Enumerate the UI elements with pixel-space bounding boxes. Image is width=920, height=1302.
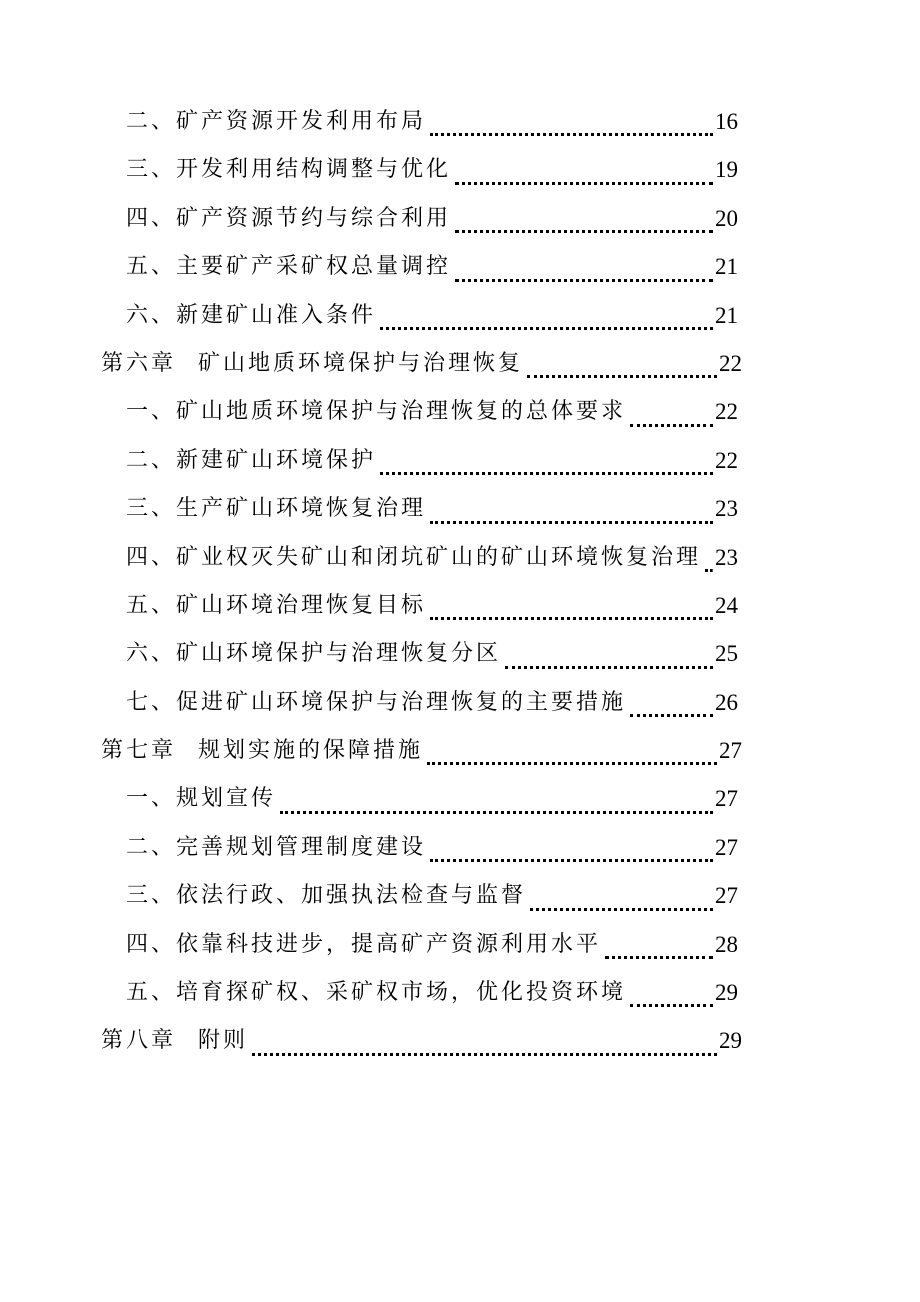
toc-page-number: 27	[715, 834, 738, 860]
toc-dot-leader	[280, 785, 713, 814]
toc-entry-title	[126, 195, 453, 243]
toc-chapter-entry[interactable]	[101, 1017, 742, 1065]
toc-section-entry[interactable]	[126, 243, 738, 291]
toc-entry-title-text: 五、培育探矿权、采矿权市场，优化投资环境	[126, 980, 627, 1006]
toc-entry-title	[126, 243, 453, 291]
toc-section-entry[interactable]	[126, 630, 738, 678]
toc-dot-leader	[530, 882, 713, 911]
toc-chapter-entry[interactable]	[101, 727, 742, 775]
toc-section-entry[interactable]	[126, 146, 738, 194]
toc-dot-leader	[455, 156, 713, 185]
toc-entry-title-text: 七、促进矿山环境保护与治理恢复的主要措施	[126, 689, 627, 715]
toc-entry-title	[101, 727, 425, 775]
toc-dot-leader	[380, 301, 713, 330]
toc-entry-title-text: 三、生产矿山环境恢复治理	[126, 496, 427, 522]
toc-page-number: 27	[715, 883, 738, 909]
toc-entry-title	[126, 146, 453, 194]
toc-entry-title-text: 二、完善规划管理制度建设	[126, 834, 427, 860]
toc-page-number: 26	[715, 689, 738, 715]
toc-dot-leader	[430, 591, 713, 620]
toc-chapter-number: 第六章	[101, 350, 177, 376]
toc-section-entry[interactable]	[126, 969, 738, 1017]
toc-entry-title-text: 六、新建矿山准入条件	[126, 302, 377, 328]
toc-entry-title-text: 三、开发利用结构调整与优化	[126, 157, 452, 183]
toc-entry-title-text: 四、矿业权灭失矿山和闭坑矿山的矿山环境恢复治理	[126, 544, 702, 570]
toc-entry-title	[126, 388, 628, 436]
toc-dot-leader	[455, 204, 713, 233]
toc-chapter-number: 第七章	[101, 738, 177, 764]
toc-page-number: 21	[715, 254, 738, 280]
toc-entry-title-text: 规划实施的保障措施	[198, 738, 424, 764]
toc-dot-leader	[430, 833, 713, 862]
toc-section-entry[interactable]	[126, 292, 738, 340]
toc-page-number: 22	[715, 399, 738, 425]
toc-dot-leader	[252, 1027, 717, 1056]
toc-entry-title-text: 附则	[198, 1028, 249, 1054]
toc-entry-title-text: 二、矿产资源开发利用布局	[126, 109, 427, 134]
toc-section-entry[interactable]	[126, 775, 738, 823]
toc-entry-title-text: 五、主要矿产采矿权总量调控	[126, 254, 452, 280]
toc-dot-leader	[430, 495, 713, 524]
toc-entry-title	[126, 921, 603, 969]
toc-page-number: 22	[719, 350, 742, 376]
toc-entry-title-text: 五、矿山环境治理恢复目标	[126, 592, 427, 618]
toc-entry-title-text: 矿山地质环境保护与治理恢复	[198, 350, 524, 376]
toc-section-entry[interactable]	[126, 679, 738, 727]
toc-entry-title	[126, 534, 703, 582]
toc-dot-leader	[527, 349, 717, 378]
toc-entry-title-text: 六、矿山环境保护与治理恢复分区	[126, 641, 502, 667]
toc-page-number: 22	[715, 447, 738, 473]
toc-section-entry[interactable]	[126, 582, 738, 630]
toc-dot-leader	[505, 640, 713, 669]
toc-entry-title-text: 三、依法行政、加强执法检查与监督	[126, 883, 527, 909]
toc-chapter-number: 第八章	[101, 1028, 177, 1054]
toc-dot-leader	[380, 446, 713, 475]
toc-section-entry[interactable]	[126, 872, 738, 920]
toc-page-number: 29	[719, 1028, 742, 1054]
toc-section-entry[interactable]	[126, 98, 738, 146]
toc-entry-title	[126, 292, 378, 340]
toc-entry-title	[126, 582, 428, 630]
toc-dot-leader	[455, 253, 713, 282]
toc-dot-leader	[705, 543, 713, 572]
toc-page-number: 25	[715, 641, 738, 667]
toc-page-number: 21	[715, 302, 738, 328]
toc-dot-leader	[630, 688, 713, 717]
toc-entry-title	[101, 340, 525, 388]
toc-page-number: 20	[715, 205, 738, 231]
toc-page-number: 23	[715, 544, 738, 570]
toc-dot-leader	[605, 930, 713, 959]
toc-dot-leader	[630, 978, 713, 1007]
toc-entry-title-text: 四、依靠科技进步，提高矿产资源利用水平	[126, 931, 602, 957]
toc-entry-title-text: 四、矿产资源节约与综合利用	[126, 205, 452, 231]
toc-page-number: 29	[715, 980, 738, 1006]
toc-section-entry[interactable]	[126, 388, 738, 436]
toc-entry-title-text: 二、新建矿山环境保护	[126, 447, 377, 473]
toc-page-number: 27	[715, 786, 738, 812]
toc-entry-title	[126, 437, 378, 485]
toc-section-entry[interactable]	[126, 921, 738, 969]
toc-dot-leader	[430, 107, 713, 136]
toc-section-entry[interactable]	[126, 534, 738, 582]
toc-page-number: 16	[715, 109, 738, 134]
toc-entry-title	[126, 485, 428, 533]
toc-section-entry[interactable]	[126, 824, 738, 872]
toc-page-number: 28	[715, 931, 738, 957]
table-of-contents	[0, 98, 920, 1066]
toc-entry-title	[126, 969, 628, 1017]
toc-section-entry[interactable]	[126, 437, 738, 485]
toc-dot-leader	[630, 398, 713, 427]
toc-dot-leader	[427, 736, 717, 765]
toc-page-number: 19	[715, 157, 738, 183]
toc-entry-title	[126, 775, 278, 823]
toc-entry-title	[126, 872, 528, 920]
toc-entry-title	[126, 98, 428, 146]
toc-entry-title	[126, 824, 428, 872]
toc-section-entry[interactable]	[126, 195, 738, 243]
toc-page-number: 24	[715, 592, 738, 618]
toc-entry-title-text: 一、规划宣传	[126, 786, 277, 812]
toc-entry-title-text: 一、矿山地质环境保护与治理恢复的总体要求	[126, 399, 627, 425]
toc-page-number: 23	[715, 496, 738, 522]
toc-entry-title	[126, 679, 628, 727]
toc-entry-title	[126, 630, 503, 678]
toc-page-number: 27	[719, 738, 742, 764]
toc-entry-title	[101, 1017, 250, 1065]
toc-section-entry[interactable]	[126, 485, 738, 533]
toc-chapter-entry[interactable]	[101, 340, 742, 388]
